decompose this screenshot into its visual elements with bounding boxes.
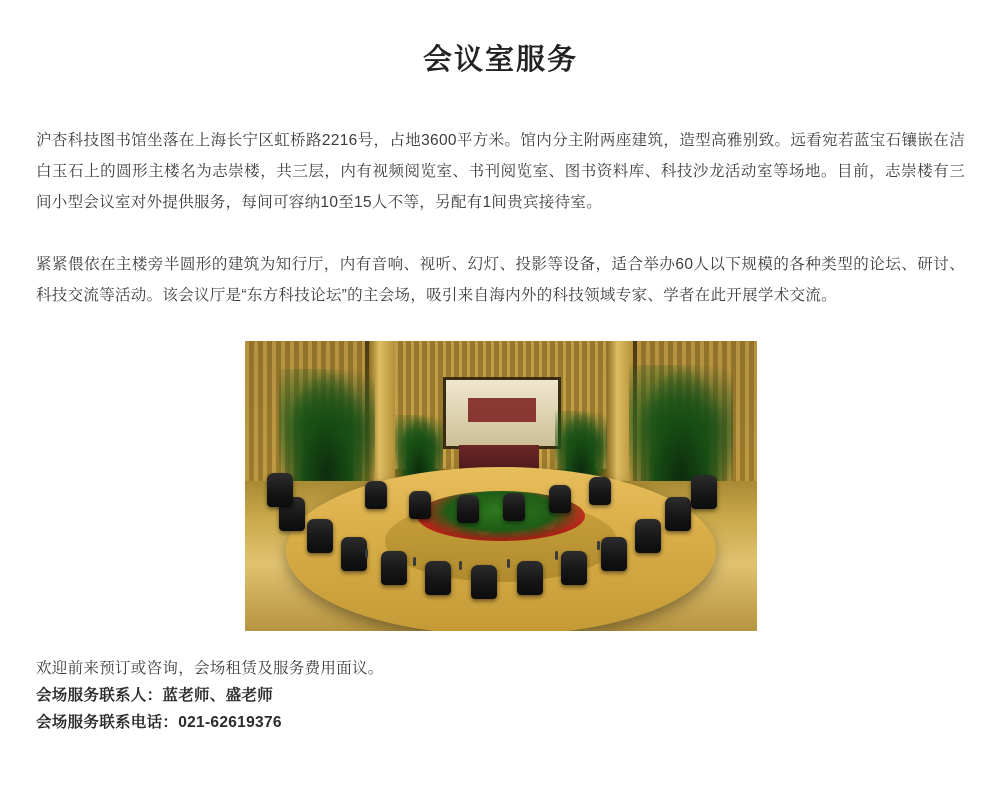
- chair: [589, 477, 611, 505]
- chair: [561, 551, 587, 585]
- chair: [409, 491, 431, 519]
- chair: [665, 497, 691, 531]
- contact-person: 会场服务联系人：蓝老师、盛老师: [36, 686, 274, 704]
- booking-note: 欢迎前来预订或咨询，会场租赁及服务费用面议。: [36, 659, 384, 677]
- chair: [471, 565, 497, 599]
- conference-room-photo: [245, 341, 757, 631]
- screen-image: [468, 398, 536, 422]
- paragraph-hall: 紧紧偎依在主楼旁半圆形的建筑为知行厅，内有音响、视听、幻灯、投影等设备，适合举办60人以下规模的各种类型的论坛、研讨、科技交流等活动。该会议厅是“东方科技论坛”的主会场，吸引来自海内外的科技领域专家、学者在此开展学术交流。: [36, 255, 965, 304]
- microphone: [365, 549, 368, 558]
- paragraph-intro: 沪杏科技图书馆坐落在上海长宁区虹桥路2216号，占地3600平方米。馆内分主附两座建筑，造型高雅别致。远看宛若蓝宝石镶嵌在洁白玉石上的圆形主楼名为志崇楼，共三层，内有视频阅览室、书刊阅览室、图书资料库、科技沙龙活动室等场地。目前，志崇楼有三间小型会议室对外提供服务，每间可容纳10至15人不等，另配有1间贵宾接待室。: [36, 131, 965, 211]
- chair: [365, 481, 387, 509]
- figure-container: [0, 341, 1001, 631]
- contact-phone: 会场服务联系电话：021-62619376: [36, 713, 282, 731]
- chair: [549, 485, 571, 513]
- microphone: [555, 551, 558, 560]
- article-body: [0, 125, 1001, 311]
- chair: [517, 561, 543, 595]
- microphone: [413, 557, 416, 566]
- chair: [601, 537, 627, 571]
- chair: [341, 537, 367, 571]
- chair: [307, 519, 333, 553]
- microphone: [459, 561, 462, 570]
- chair: [457, 495, 479, 523]
- chair: [635, 519, 661, 553]
- chair: [503, 493, 525, 521]
- chair: [425, 561, 451, 595]
- chair: [691, 475, 717, 509]
- chair: [381, 551, 407, 585]
- microphone: [507, 559, 510, 568]
- projection-screen: [443, 377, 561, 449]
- footer-contact-block: [0, 655, 1001, 736]
- chair: [267, 473, 293, 507]
- microphone: [597, 541, 600, 550]
- page-title: 会议室服务: [422, 44, 578, 76]
